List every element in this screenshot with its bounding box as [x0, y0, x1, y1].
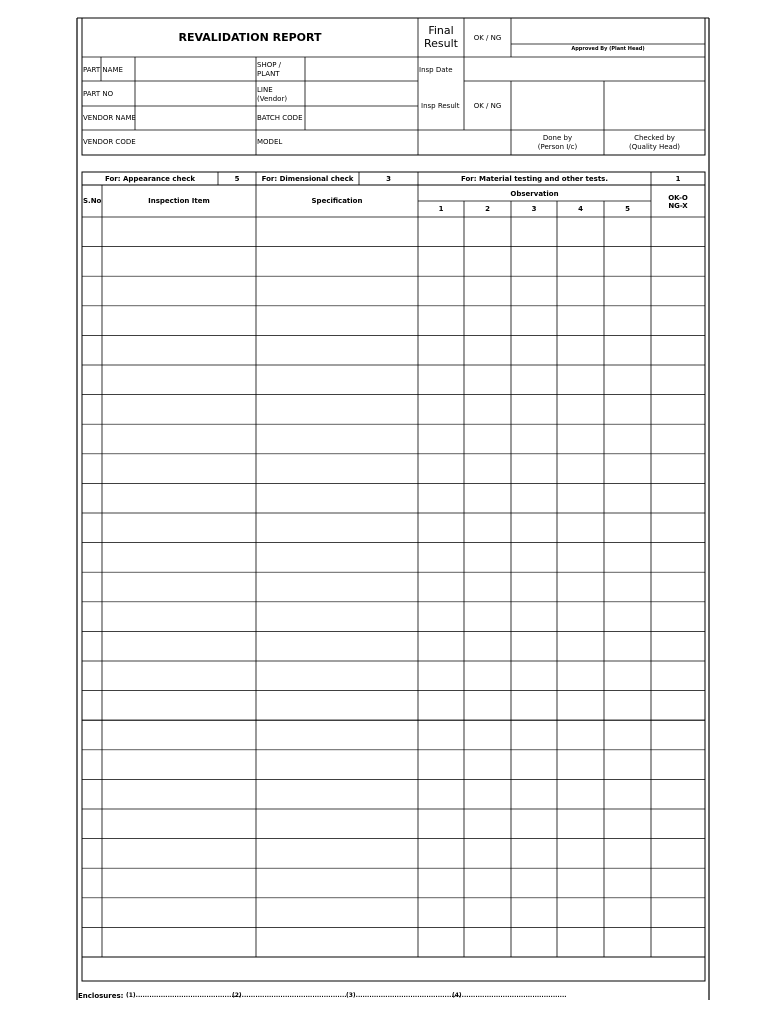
line-label-1: LINE: [257, 86, 273, 94]
checked-by-label-1: Checked by: [634, 134, 675, 142]
report-title: REVALIDATION REPORT: [178, 31, 322, 44]
appearance-check-label: For: Appearance check: [104, 175, 196, 183]
line-label-2: (Vendor): [257, 95, 288, 103]
insp-date-label: Insp Date: [419, 66, 453, 74]
enclosure-3: (3)..............................................: [346, 992, 461, 999]
obs-col-5: 5: [625, 205, 630, 213]
done-by-label-1: Done by: [542, 134, 573, 142]
result-legend-1: OK-O: [668, 194, 688, 202]
obs-col-1: 1: [438, 205, 444, 213]
insp-result-label: Insp Result: [421, 102, 460, 110]
final-result-label-1: Final: [428, 24, 454, 37]
done-by-label-2: (Person I/c): [537, 143, 578, 151]
appearance-check-count: 5: [234, 175, 240, 183]
obs-col-3: 3: [531, 205, 537, 213]
material-test-label: For: Material testing and other tests.: [461, 175, 608, 183]
observation-header: Observation: [510, 190, 559, 198]
vendor-name-label: VENDOR NAME: [83, 114, 136, 122]
checked-by-label-2: (Quality Head): [628, 143, 680, 151]
part-name-label: PART NAME: [83, 66, 123, 74]
sno-header: S.No: [83, 197, 102, 205]
obs-col-2: 2: [485, 205, 490, 213]
insp-result-ok-ng: OK / NG: [473, 102, 502, 110]
dimensional-check-count: 3: [386, 175, 391, 183]
grid-box: [82, 185, 705, 981]
material-test-count: 1: [675, 175, 681, 183]
model-label: MODEL: [257, 138, 283, 146]
enclosure-4: (4)..............................................: [452, 992, 567, 999]
dimensional-check-label: For: Dimensional check: [261, 175, 354, 183]
enclosures-label: Enclosures:: [78, 992, 124, 1000]
obs-col-4: 4: [578, 205, 583, 213]
final-result-label-2: Result: [424, 37, 458, 50]
result-legend-2: NG-X: [668, 202, 688, 210]
shop-plant-label-1: SHOP /: [257, 61, 282, 69]
shop-plant-label-2: PLANT: [257, 70, 280, 78]
vendor-code-label: VENDOR CODE: [83, 138, 136, 146]
enclosure-1: (1)..............................................: [126, 992, 241, 999]
inspection-item-header: Inspection Item: [148, 197, 210, 205]
approved-by-label: Approved By (Plant Head): [571, 46, 645, 52]
enclosure-2: (2)..............................................: [232, 992, 347, 999]
final-result-ok-ng: OK / NG: [473, 34, 502, 42]
specification-header: Specification: [311, 197, 363, 205]
batch-code-label: BATCH CODE: [257, 114, 303, 122]
part-no-label: PART NO: [83, 90, 114, 98]
